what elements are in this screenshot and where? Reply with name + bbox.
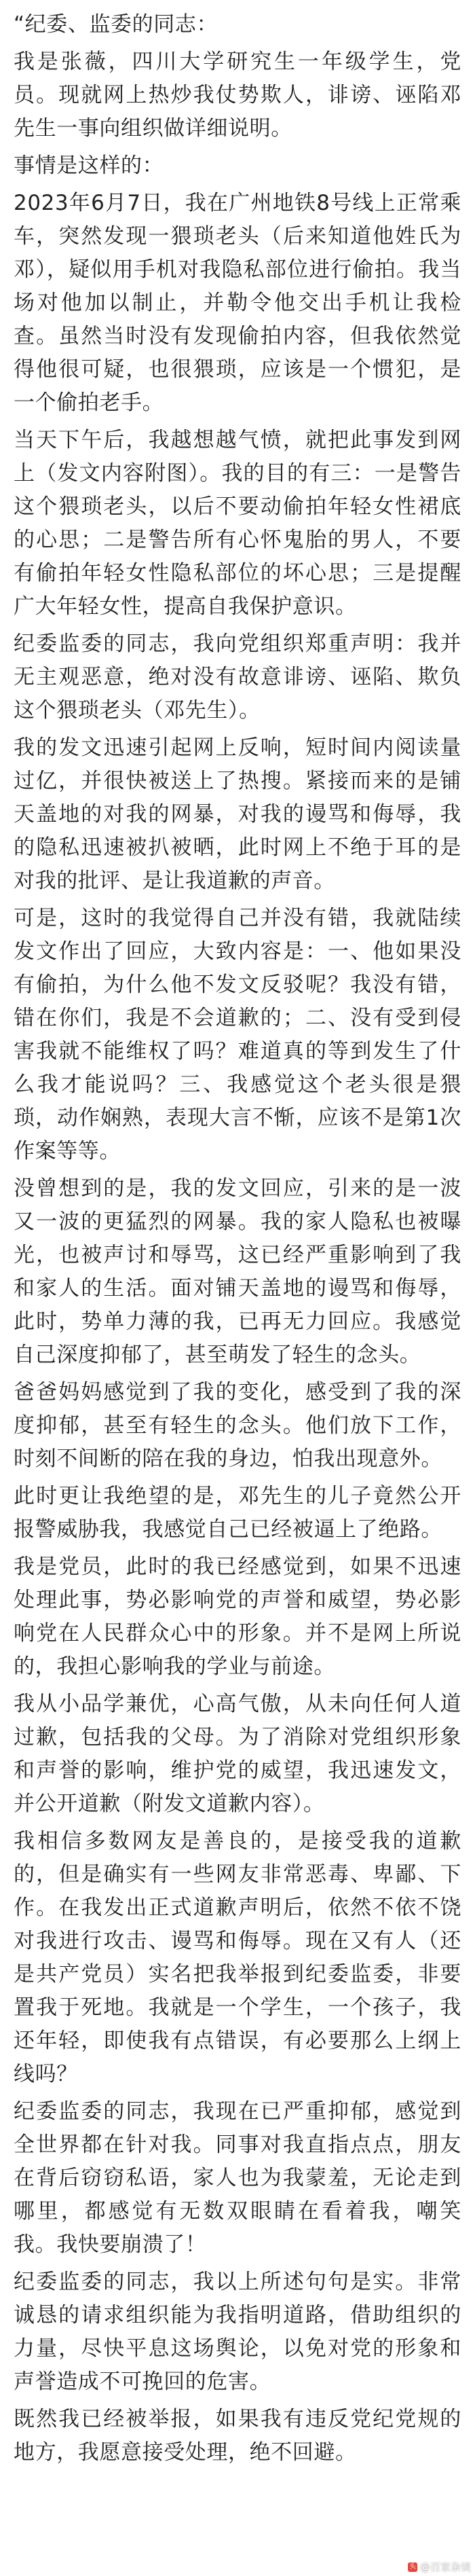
paragraph-lead: 事情是这样的： xyxy=(14,153,164,178)
paragraph-apology: 我从小品学兼优，心高气傲，从未向任何人道过歉，包括我的父母。为了消除对党组织形象和声誉的影响，维护党的威望，我迅速发文，并公开道歉（附发文道歉内容）。 xyxy=(14,1692,461,1816)
paragraph-declaration: 纪委监委的同志，我向党组织郑重声明：我并无主观恶意，绝对没有故意诽谤、诬陷、欺负这个猥琐老头（邓先生）。 xyxy=(14,632,461,723)
paragraph-request: 纪委监委的同志，我以上所述句句是实。非常诚恳的请求组织能为我指明道路，借助组织的力量，尽快平息这场舆论，以免对党的形象和声誉造成不可挽回的危害。 xyxy=(14,2270,461,2394)
paragraph-salutation: “纪委、监委的同志： xyxy=(14,12,218,37)
paragraph-closing: 既然我已经被举报，如果我有违反党纪党规的地方，我愿意接受处理，绝不回避。 xyxy=(14,2407,461,2465)
paragraph-backlash: 没曾想到的是，我的发文回应，引来的是一波又一波的更猛烈的网暴。我的家人隐私也被曝光，也被声讨和辱骂，这已经严重影响到了我和家人的生活。面对铺天盖地的谩骂和侮辱，此时，势单力薄的我，已再无力回应。我感觉自己深度抑郁了，甚至萌发了轻生的念头。 xyxy=(14,1176,461,1367)
paragraph-posting: 当天下午后，我越想越气愤，就把此事发到网上（发文内容附图）。我的目的有三：一是警告这个猥琐老头，以后不要动偷拍年轻女性裙底的心思；二是警告所有心怀鬼胎的男人，不要有偷拍年轻女性隐私部位的坏心思；三是提醒广大年轻女性，提高自我保护意识。 xyxy=(14,428,461,619)
platform-logo-icon: 头 xyxy=(408,2563,416,2571)
paragraph-party-member: 我是党员，此时的我已经感觉到，如果不迅速处理此事，势必影响党的声誉和威望，势必影响党在人民群众心中的形象。并不是网上所说的，我担心影响我的学业与前途。 xyxy=(14,1555,461,1679)
paragraph-viral: 我的发文迅速引起网上反响，短时间内阅读量过亿，并很快被送上了热搜。紧接而来的是铺天盖地的对我的网暴，对我的谩骂和侮辱，我的隐私迅速被扒被晒，此时网上不绝于耳的是对我的批评、是让我道歉的声音。 xyxy=(14,736,461,893)
paragraph-incident: 2023年6月7日，我在广州地铁8号线上正常乘车，突然发现一猥琐老头（后来知道他姓氏为邓），疑似用手机对我隐私部位进行偷拍。我当场对他加以制止，并勒令他交出手机让我检查。虽然当时没有发现偷拍内容，但我依然觉得他很可疑，也很猥琐，应该是一个惯犯，是一个偷拍老手。 xyxy=(14,191,461,415)
paragraph-depression: 纪委监委的同志，我现在已严重抑郁，感觉到全世界都在针对我。同事对我直指点点，朋友在背后窃窃私语，家人也为我蒙羞，无论走到哪里，都感觉有无数双眼睛在看着我，嘲笑我。我快要崩溃了！ xyxy=(14,2099,461,2257)
paragraph-threat: 此时更让我绝望的是，邓先生的儿子竟然公开报警威胁我，我感觉自己已经被逼上了绝路。 xyxy=(14,1484,461,1542)
paragraph-report: 我相信多数网友是善良的，是接受我的道歉的，但是确实有一些网友非常恶毒、卑鄙、下作。在我发出正式道歉声明后，依然不依不饶对我进行攻击、谩骂和侮辱。现在又有人（还是共产党员）实名把我举报到纪委监委，非要置我于死地。我就是一个学生，一个孩子，我还年轻，即使我有点错误，有必要那么上纲上线吗？ xyxy=(14,1829,461,2086)
watermark-text: @百家杂谈 xyxy=(419,2561,471,2573)
paragraph-parents: 爸爸妈妈感觉到了我的变化，感受到了我的深度抑郁，甚至有轻生的念头。他们放下工作，时刻不间断的陪在我的身边，怕我出现意外。 xyxy=(14,1380,461,1471)
paragraph-intro: 我是张薇，四川大学研究生一年级学生，党员。现就网上热炒我仗势欺人，诽谤、诬陷邓先生一事向组织做详细说明。 xyxy=(14,50,461,141)
paragraph-response: 可是，这时的我觉得自己并没有错，我就陆续发文作出了回应，大致内容是：一、他如果没有偷拍，为什么他不发文反驳呢？我没有错，错在你们，我是不会道歉的；二、没有受到侵害我就不能维权了吗？难道真的等到发生了什么我才能说吗？三、我感觉这个老头很是猥琐，动作娴熟，表现大言不惭，应该不是第1次作案等等。 xyxy=(14,906,461,1163)
watermark xyxy=(408,2561,471,2573)
